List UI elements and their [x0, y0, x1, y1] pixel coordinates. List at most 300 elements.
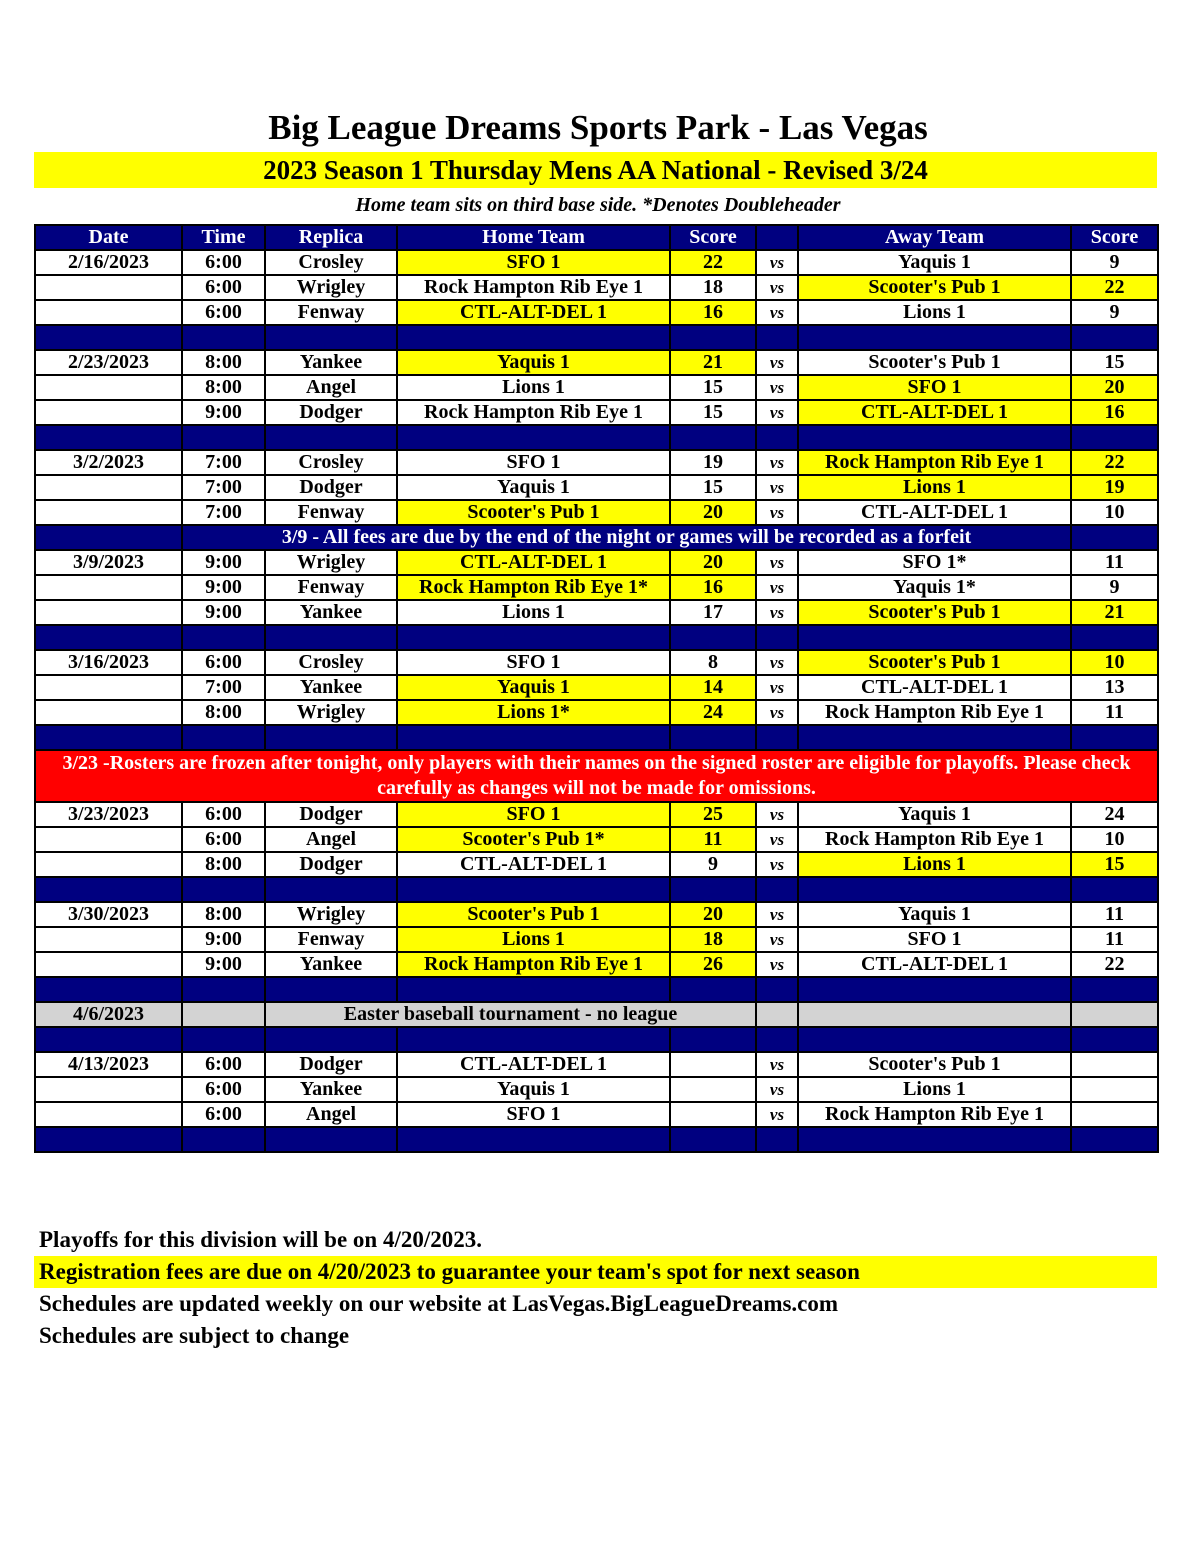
separator-cell	[798, 625, 1071, 650]
away-score: 11	[1071, 700, 1158, 725]
game-row	[35, 802, 1158, 827]
separator-cell	[182, 425, 265, 450]
separator-cell	[798, 1027, 1071, 1052]
game-field: Angel	[265, 375, 397, 400]
home-score: 14	[670, 675, 756, 700]
away-score	[1071, 1077, 1158, 1102]
separator-cell	[670, 977, 756, 1002]
away-score: 22	[1071, 275, 1158, 300]
game-field: Crosley	[265, 650, 397, 675]
game-date	[35, 1077, 182, 1102]
game-field: Dodger	[265, 1052, 397, 1077]
home-team: Yaquis 1	[397, 475, 670, 500]
away-team: CTL-ALT-DEL 1	[798, 500, 1071, 525]
away-team: Scooter's Pub 1	[798, 650, 1071, 675]
home-score: 11	[670, 827, 756, 852]
vs-label: vs	[756, 1077, 798, 1102]
away-team: Lions 1	[798, 475, 1071, 500]
game-row	[35, 650, 1158, 675]
away-team: Rock Hampton Rib Eye 1	[798, 450, 1071, 475]
game-date: 3/30/2023	[35, 902, 182, 927]
home-team: Yaquis 1	[397, 350, 670, 375]
away-score: 11	[1071, 550, 1158, 575]
game-row	[35, 475, 1158, 500]
separator-cell	[265, 877, 397, 902]
game-row	[35, 575, 1158, 600]
home-score: 18	[670, 927, 756, 952]
game-time: 7:00	[182, 675, 265, 700]
schedule-table	[34, 224, 1159, 1153]
game-row	[35, 1052, 1158, 1077]
game-time: 6:00	[182, 1077, 265, 1102]
week-separator	[35, 1027, 1158, 1052]
header-date: Date	[35, 225, 182, 250]
away-team: Lions 1	[798, 300, 1071, 325]
empty-cell	[756, 1002, 798, 1027]
home-score: 24	[670, 700, 756, 725]
away-team: Scooter's Pub 1	[798, 275, 1071, 300]
away-team: Scooter's Pub 1	[798, 600, 1071, 625]
away-score: 21	[1071, 600, 1158, 625]
game-time: 8:00	[182, 700, 265, 725]
vs-label: vs	[756, 600, 798, 625]
separator-cell	[265, 425, 397, 450]
home-score: 20	[670, 500, 756, 525]
home-team: Scooter's Pub 1	[397, 500, 670, 525]
away-team: Yaquis 1	[798, 902, 1071, 927]
separator-cell	[397, 325, 670, 350]
game-row	[35, 827, 1158, 852]
vs-label: vs	[756, 650, 798, 675]
game-time: 6:00	[182, 1052, 265, 1077]
home-team: CTL-ALT-DEL 1	[397, 300, 670, 325]
home-team-note: Home team sits on third base side. *Denotes Doubleheader	[355, 194, 841, 216]
header-vs	[756, 225, 798, 250]
separator-cell	[397, 625, 670, 650]
game-field: Wrigley	[265, 550, 397, 575]
vs-label: vs	[756, 400, 798, 425]
away-score: 15	[1071, 852, 1158, 877]
separator-cell	[265, 725, 397, 750]
vs-label: vs	[756, 852, 798, 877]
notice-spacer	[1071, 525, 1158, 550]
separator-cell	[756, 625, 798, 650]
game-date	[35, 575, 182, 600]
week-separator	[35, 425, 1158, 450]
separator-cell	[756, 877, 798, 902]
separator-cell	[397, 877, 670, 902]
separator-cell	[756, 1027, 798, 1052]
home-team: Scooter's Pub 1*	[397, 827, 670, 852]
game-time: 7:00	[182, 500, 265, 525]
home-score: 9	[670, 852, 756, 877]
week-separator	[35, 977, 1158, 1002]
home-score: 15	[670, 375, 756, 400]
vs-label: vs	[756, 575, 798, 600]
game-field: Fenway	[265, 575, 397, 600]
home-team: Rock Hampton Rib Eye 1*	[397, 575, 670, 600]
fees-notice-row	[35, 525, 1158, 550]
home-team: Lions 1*	[397, 700, 670, 725]
game-row	[35, 1102, 1158, 1127]
separator-cell	[35, 725, 182, 750]
game-time: 6:00	[182, 827, 265, 852]
week-separator	[35, 725, 1158, 750]
game-date	[35, 500, 182, 525]
game-field: Angel	[265, 827, 397, 852]
home-team: SFO 1	[397, 802, 670, 827]
game-field: Yankee	[265, 952, 397, 977]
home-team: Lions 1	[397, 927, 670, 952]
separator-cell	[182, 1127, 265, 1152]
game-row	[35, 400, 1158, 425]
vs-label: vs	[756, 250, 798, 275]
game-field: Fenway	[265, 500, 397, 525]
away-team: Yaquis 1*	[798, 575, 1071, 600]
vs-label: vs	[756, 952, 798, 977]
game-date: 3/23/2023	[35, 802, 182, 827]
game-field: Fenway	[265, 927, 397, 952]
home-team: CTL-ALT-DEL 1	[397, 550, 670, 575]
separator-cell	[1071, 977, 1158, 1002]
game-row	[35, 902, 1158, 927]
game-time: 9:00	[182, 575, 265, 600]
away-score: 9	[1071, 250, 1158, 275]
separator-cell	[670, 1027, 756, 1052]
separator-cell	[798, 425, 1071, 450]
game-field: Yankee	[265, 1077, 397, 1102]
game-date: 3/9/2023	[35, 550, 182, 575]
separator-cell	[397, 1027, 670, 1052]
game-field: Wrigley	[265, 700, 397, 725]
registration-note: Registration fees are due on 4/20/2023 to guarantee your team's spot for next season	[34, 1256, 1157, 1288]
separator-cell	[756, 325, 798, 350]
away-score: 19	[1071, 475, 1158, 500]
game-row	[35, 927, 1158, 952]
game-field: Dodger	[265, 475, 397, 500]
home-team: SFO 1	[397, 450, 670, 475]
home-team: Rock Hampton Rib Eye 1	[397, 400, 670, 425]
home-score: 17	[670, 600, 756, 625]
empty-cell	[798, 1002, 1071, 1027]
separator-cell	[35, 425, 182, 450]
away-score: 10	[1071, 500, 1158, 525]
away-score: 20	[1071, 375, 1158, 400]
away-team: Yaquis 1	[798, 802, 1071, 827]
separator-cell	[798, 877, 1071, 902]
away-score: 9	[1071, 575, 1158, 600]
game-date	[35, 952, 182, 977]
away-score: 22	[1071, 450, 1158, 475]
home-team: SFO 1	[397, 1102, 670, 1127]
separator-cell	[670, 425, 756, 450]
separator-cell	[182, 625, 265, 650]
game-time: 9:00	[182, 952, 265, 977]
away-score	[1071, 1052, 1158, 1077]
vs-label: vs	[756, 1052, 798, 1077]
home-score	[670, 1102, 756, 1127]
game-date: 3/2/2023	[35, 450, 182, 475]
game-time: 9:00	[182, 600, 265, 625]
game-time: 8:00	[182, 902, 265, 927]
separator-cell	[756, 977, 798, 1002]
game-date: 2/16/2023	[35, 250, 182, 275]
game-time: 7:00	[182, 475, 265, 500]
separator-cell	[1071, 1027, 1158, 1052]
home-score: 20	[670, 550, 756, 575]
game-row	[35, 600, 1158, 625]
home-score: 25	[670, 802, 756, 827]
away-score: 13	[1071, 675, 1158, 700]
separator-cell	[182, 725, 265, 750]
separator-cell	[397, 1127, 670, 1152]
away-team: SFO 1	[798, 927, 1071, 952]
week-separator	[35, 325, 1158, 350]
home-score: 22	[670, 250, 756, 275]
separator-cell	[756, 725, 798, 750]
game-field: Yankee	[265, 600, 397, 625]
empty-cell	[182, 1002, 265, 1027]
subject-note: Schedules are subject to change	[39, 1323, 350, 1348]
game-row	[35, 350, 1158, 375]
separator-cell	[798, 977, 1071, 1002]
away-team: Scooter's Pub 1	[798, 350, 1071, 375]
game-date	[35, 300, 182, 325]
separator-cell	[1071, 425, 1158, 450]
separator-cell	[1071, 725, 1158, 750]
away-team: Scooter's Pub 1	[798, 1052, 1071, 1077]
home-score: 26	[670, 952, 756, 977]
home-team: CTL-ALT-DEL 1	[397, 1052, 670, 1077]
game-time: 6:00	[182, 300, 265, 325]
vs-label: vs	[756, 300, 798, 325]
separator-cell	[798, 1127, 1071, 1152]
game-date: 2/23/2023	[35, 350, 182, 375]
home-team: SFO 1	[397, 650, 670, 675]
game-field: Fenway	[265, 300, 397, 325]
game-date	[35, 675, 182, 700]
page-title: Big League Dreams Sports Park - Las Vegas	[268, 108, 928, 147]
game-row	[35, 675, 1158, 700]
no-league-row	[35, 1002, 1158, 1027]
game-date: 4/6/2023	[35, 1002, 182, 1027]
empty-cell	[1071, 1002, 1158, 1027]
game-date	[35, 275, 182, 300]
separator-cell	[35, 625, 182, 650]
away-team: CTL-ALT-DEL 1	[798, 675, 1071, 700]
week-separator	[35, 877, 1158, 902]
home-team: Lions 1	[397, 600, 670, 625]
game-time: 6:00	[182, 250, 265, 275]
away-team: Rock Hampton Rib Eye 1	[798, 827, 1071, 852]
away-team: Lions 1	[798, 1077, 1071, 1102]
fees-notice: 3/9 - All fees are due by the end of the night or games will be recorded as a forfeit	[182, 525, 1071, 550]
away-team: Yaquis 1	[798, 250, 1071, 275]
game-date	[35, 475, 182, 500]
roster-notice: 3/23 -Rosters are frozen after tonight, only players with their names on the signed roster are eligible for playoffs. Please check carefully as changes will not be made for omissions.	[35, 750, 1158, 802]
game-date	[35, 827, 182, 852]
home-score: 19	[670, 450, 756, 475]
game-row	[35, 300, 1158, 325]
header-away-score: Score	[1071, 225, 1158, 250]
away-score	[1071, 1102, 1158, 1127]
home-team: Rock Hampton Rib Eye 1	[397, 275, 670, 300]
game-time: 6:00	[182, 1102, 265, 1127]
vs-label: vs	[756, 275, 798, 300]
game-field: Crosley	[265, 250, 397, 275]
separator-cell	[35, 325, 182, 350]
separator-cell	[670, 1127, 756, 1152]
away-score: 10	[1071, 827, 1158, 852]
separator-cell	[35, 1127, 182, 1152]
separator-cell	[265, 1127, 397, 1152]
game-field: Crosley	[265, 450, 397, 475]
game-field: Dodger	[265, 802, 397, 827]
game-time: 6:00	[182, 650, 265, 675]
vs-label: vs	[756, 550, 798, 575]
away-score: 24	[1071, 802, 1158, 827]
week-separator	[35, 1127, 1158, 1152]
season-subtitle: 2023 Season 1 Thursday Mens AA National - Revised 3/24	[34, 152, 1157, 188]
header-away-team: Away Team	[798, 225, 1071, 250]
separator-cell	[182, 977, 265, 1002]
game-date	[35, 600, 182, 625]
game-time: 9:00	[182, 927, 265, 952]
game-time: 6:00	[182, 802, 265, 827]
game-row	[35, 450, 1158, 475]
home-score: 15	[670, 400, 756, 425]
home-score: 20	[670, 902, 756, 927]
away-score: 11	[1071, 927, 1158, 952]
vs-label: vs	[756, 475, 798, 500]
game-time: 9:00	[182, 400, 265, 425]
game-row	[35, 375, 1158, 400]
game-date	[35, 852, 182, 877]
game-field: Wrigley	[265, 902, 397, 927]
header-time: Time	[182, 225, 265, 250]
game-field: Yankee	[265, 675, 397, 700]
away-score: 11	[1071, 902, 1158, 927]
week-separator	[35, 625, 1158, 650]
game-row	[35, 275, 1158, 300]
home-score	[670, 1077, 756, 1102]
home-score: 8	[670, 650, 756, 675]
website-note: Schedules are updated weekly on our website at LasVegas.BigLeagueDreams.com	[39, 1291, 839, 1316]
separator-cell	[265, 325, 397, 350]
separator-cell	[670, 325, 756, 350]
home-team: Rock Hampton Rib Eye 1	[397, 952, 670, 977]
game-row	[35, 500, 1158, 525]
home-score: 16	[670, 575, 756, 600]
playoffs-note: Playoffs for this division will be on 4/20/2023.	[39, 1227, 483, 1252]
separator-cell	[1071, 1127, 1158, 1152]
game-time: 8:00	[182, 852, 265, 877]
game-time: 7:00	[182, 450, 265, 475]
away-score: 9	[1071, 300, 1158, 325]
vs-label: vs	[756, 927, 798, 952]
away-team: Rock Hampton Rib Eye 1	[798, 1102, 1071, 1127]
home-score: 21	[670, 350, 756, 375]
separator-cell	[798, 725, 1071, 750]
game-date	[35, 1102, 182, 1127]
away-team: CTL-ALT-DEL 1	[798, 952, 1071, 977]
separator-cell	[670, 725, 756, 750]
away-team: SFO 1	[798, 375, 1071, 400]
home-score: 16	[670, 300, 756, 325]
separator-cell	[756, 425, 798, 450]
game-field: Dodger	[265, 852, 397, 877]
separator-cell	[670, 625, 756, 650]
vs-label: vs	[756, 350, 798, 375]
game-date	[35, 700, 182, 725]
game-date: 3/16/2023	[35, 650, 182, 675]
game-field: Yankee	[265, 350, 397, 375]
notice-spacer	[35, 525, 182, 550]
away-team: CTL-ALT-DEL 1	[798, 400, 1071, 425]
separator-cell	[265, 625, 397, 650]
game-row	[35, 952, 1158, 977]
header-replica: Replica	[265, 225, 397, 250]
separator-cell	[265, 977, 397, 1002]
separator-cell	[182, 325, 265, 350]
no-league-message: Easter baseball tournament - no league	[265, 1002, 756, 1027]
separator-cell	[756, 1127, 798, 1152]
home-team: Lions 1	[397, 375, 670, 400]
home-team: SFO 1	[397, 250, 670, 275]
separator-cell	[798, 325, 1071, 350]
home-team: Yaquis 1	[397, 675, 670, 700]
game-date	[35, 375, 182, 400]
separator-cell	[397, 977, 670, 1002]
separator-cell	[1071, 625, 1158, 650]
header-home-team: Home Team	[397, 225, 670, 250]
vs-label: vs	[756, 802, 798, 827]
home-score: 18	[670, 275, 756, 300]
away-team: Rock Hampton Rib Eye 1	[798, 700, 1071, 725]
away-team: Lions 1	[798, 852, 1071, 877]
game-date	[35, 400, 182, 425]
vs-label: vs	[756, 500, 798, 525]
away-team: SFO 1*	[798, 550, 1071, 575]
separator-cell	[35, 1027, 182, 1052]
separator-cell	[1071, 877, 1158, 902]
game-row	[35, 1077, 1158, 1102]
vs-label: vs	[756, 1102, 798, 1127]
game-field: Angel	[265, 1102, 397, 1127]
game-time: 8:00	[182, 375, 265, 400]
separator-cell	[397, 425, 670, 450]
away-score: 16	[1071, 400, 1158, 425]
home-team: Yaquis 1	[397, 1077, 670, 1102]
away-score: 15	[1071, 350, 1158, 375]
table-header	[35, 225, 1158, 250]
separator-cell	[1071, 325, 1158, 350]
separator-cell	[265, 1027, 397, 1052]
separator-cell	[35, 877, 182, 902]
vs-label: vs	[756, 827, 798, 852]
separator-cell	[35, 977, 182, 1002]
game-field: Wrigley	[265, 275, 397, 300]
vs-label: vs	[756, 902, 798, 927]
roster-notice-row	[35, 750, 1158, 802]
away-score: 10	[1071, 650, 1158, 675]
game-row	[35, 852, 1158, 877]
vs-label: vs	[756, 700, 798, 725]
home-score	[670, 1052, 756, 1077]
game-date: 4/13/2023	[35, 1052, 182, 1077]
home-team: CTL-ALT-DEL 1	[397, 852, 670, 877]
game-time: 9:00	[182, 550, 265, 575]
